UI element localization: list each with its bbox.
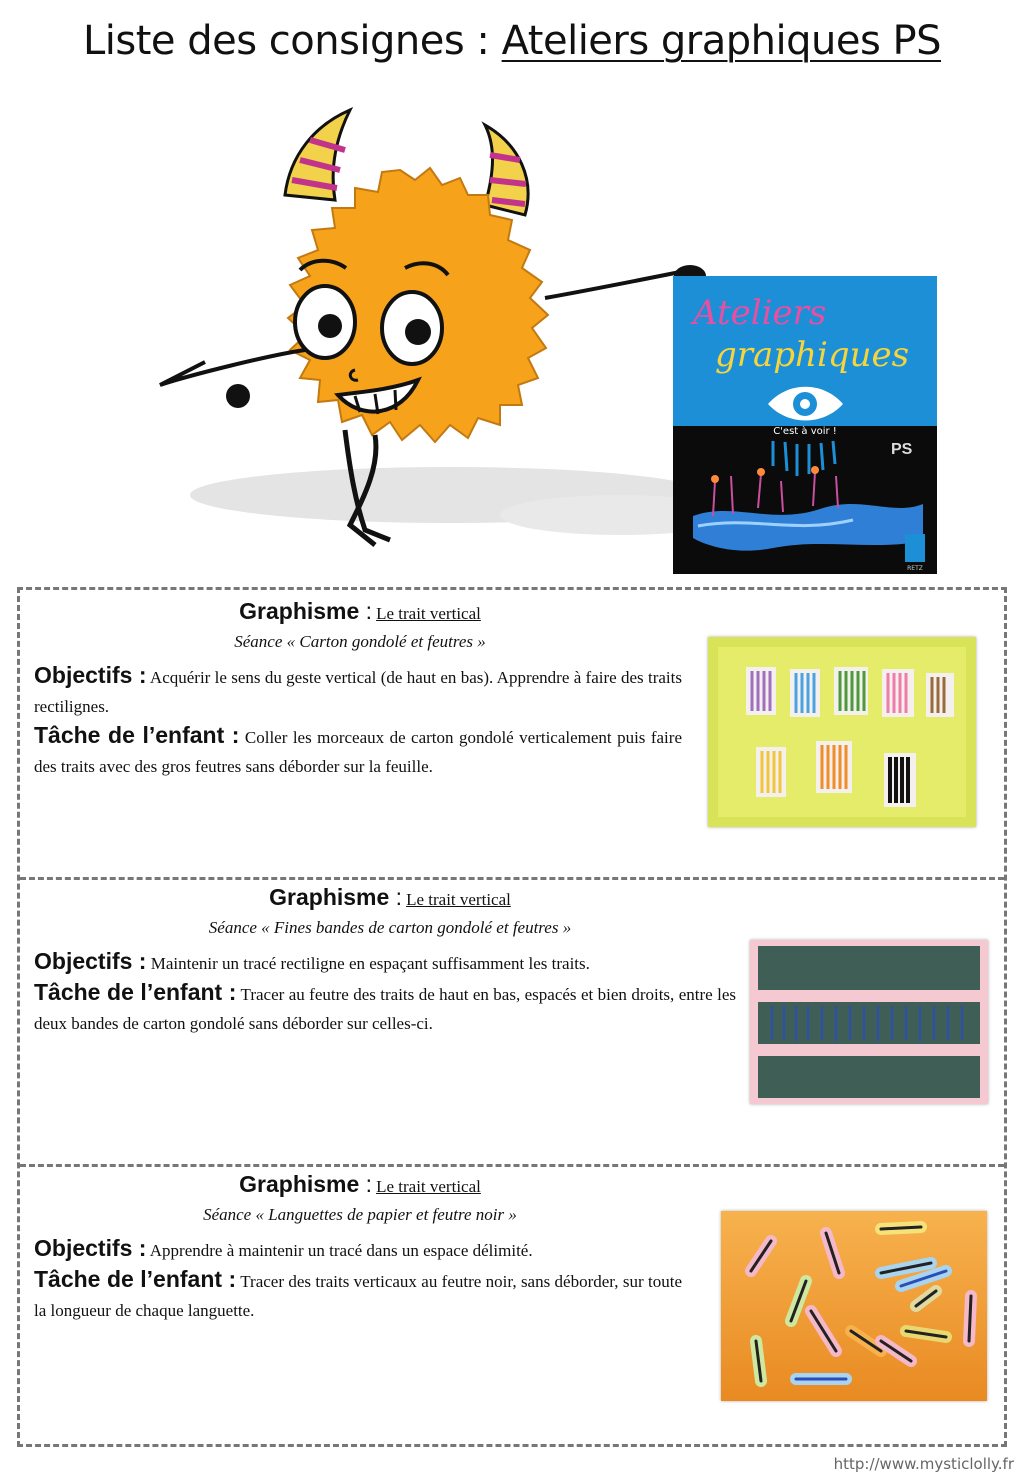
eye-caption: C'est à voir ! xyxy=(773,426,837,437)
page-title xyxy=(0,18,1024,64)
section-heading xyxy=(50,884,730,911)
book-cover xyxy=(673,276,937,574)
section-1 xyxy=(20,590,1004,877)
book-publisher: RETZ xyxy=(907,565,923,572)
seance-label: Séance « Languettes de papier et feutre noir » xyxy=(203,1205,517,1224)
graphisme-colon: : xyxy=(389,884,403,910)
book-level: PS xyxy=(891,441,913,458)
objectifs-text: Acquérir le sens du geste vertical (de haut en bas). Apprendre à faire des traits rectilignes. xyxy=(34,668,682,716)
graphisme-colon: : xyxy=(359,1171,373,1197)
photo-languettes xyxy=(721,1211,987,1401)
objectifs-label: Objectifs : xyxy=(34,948,147,974)
seance-label: Séance « Fines bandes de carton gondolé et feutres » xyxy=(208,918,572,937)
title-underlined: Ateliers graphiques PS xyxy=(501,18,942,64)
tache-label: Tâche de l’enfant : xyxy=(34,1266,237,1292)
graphisme-label: Graphisme xyxy=(239,1171,360,1197)
section-2 xyxy=(20,877,1004,1164)
tache-text: Tracer des traits verticaux au feutre noir, sans déborder, sur toute la longueur de chaque languette. xyxy=(34,1272,682,1320)
section-heading xyxy=(20,1171,700,1198)
tache-label: Tâche de l’enfant : xyxy=(34,979,237,1005)
seance-label: Séance « Carton gondolé et feutres » xyxy=(234,632,486,651)
instructions-box xyxy=(17,587,1007,1447)
tache-text: Coller les morceaux de carton gondolé verticalement puis faire des traits avec des gros feutres sans déborder sur la feuille. xyxy=(34,728,682,776)
objectifs-label: Objectifs : xyxy=(34,1235,147,1261)
tache-text: Tracer au feutre des traits de haut en bas, espacés et bien droits, entre les deux bandes de carton gondolé sans déborder sur celles-ci. xyxy=(34,985,736,1033)
graphisme-label: Graphisme xyxy=(269,884,390,910)
footer-url: http://www.mysticlolly.fr xyxy=(833,1455,1014,1473)
book-title-line2: graphiques xyxy=(715,335,910,375)
section-3 xyxy=(20,1164,1004,1447)
theme-label: Le trait vertical xyxy=(376,604,481,623)
graphisme-label: Graphisme xyxy=(239,598,360,624)
section-text xyxy=(34,1234,682,1325)
section-heading xyxy=(20,598,700,625)
book-title-line1: Ateliers xyxy=(693,293,827,333)
objectifs-label: Objectifs : xyxy=(34,662,147,688)
graphisme-colon: : xyxy=(359,598,373,624)
theme-label: Le trait vertical xyxy=(406,890,511,909)
objectifs-text: Maintenir un tracé rectiligne en espaçant suffisamment les traits. xyxy=(146,954,590,973)
section-text xyxy=(34,661,682,781)
objectifs-text: Apprendre à maintenir un tracé dans un espace délimité. xyxy=(146,1241,533,1260)
tache-label: Tâche de l’enfant : xyxy=(34,722,240,748)
title-plain: Liste des consignes : xyxy=(82,18,502,64)
photo-carton-feutres xyxy=(708,637,976,827)
theme-label: Le trait vertical xyxy=(376,1177,481,1196)
section-text xyxy=(34,947,736,1038)
photo-bandes-carton xyxy=(750,940,988,1104)
